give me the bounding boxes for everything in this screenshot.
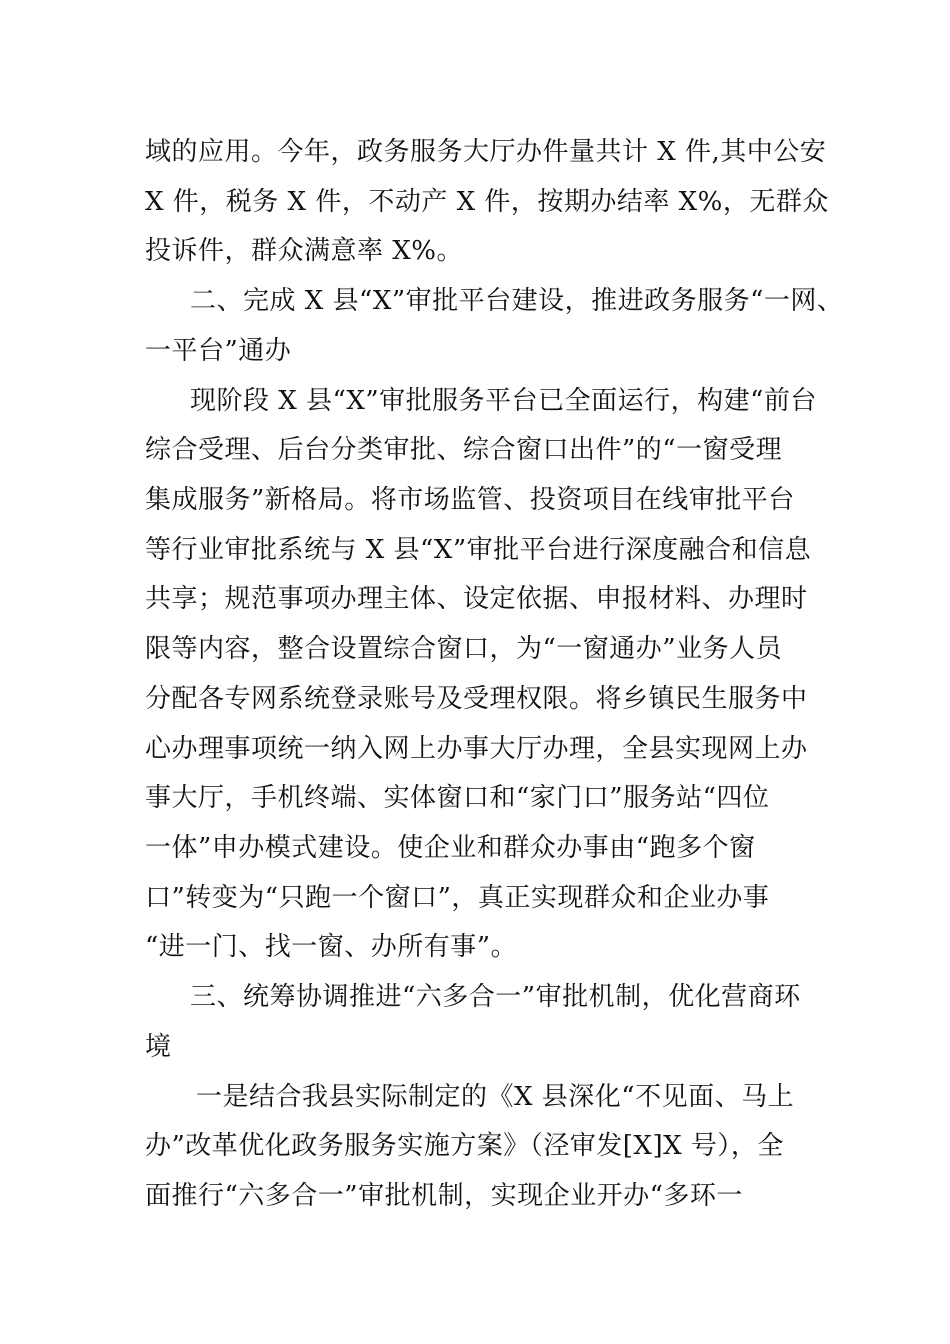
paragraph-line: 一体”申办模式建设。使企业和群众办事由“跑多个窗 xyxy=(145,833,756,863)
paragraph-line: 办”改革优化政务服务实施方案》（泾审发[X]X 号），全 xyxy=(145,1131,784,1161)
paragraph-line: 投诉件，群众满意率 X%。 xyxy=(145,236,463,266)
paragraph-line: 域的应用。今年，政务服务大厅办件量共计 X 件,其中公安 xyxy=(145,137,827,167)
section-heading-2: 二、完成 X 县“X”审批平台建设，推进政务服务“一网、 xyxy=(190,286,844,316)
paragraph-line: 等行业审批系统与 X 县“X”审批平台进行深度融合和信息 xyxy=(145,535,812,565)
paragraph-line: 面推行“六多合一”审批机制，实现企业开办“多环一 xyxy=(145,1181,743,1211)
paragraph-line: “进一门、找一窗、办所有事”。 xyxy=(145,932,518,962)
paragraph-line: 现阶段 X 县“X”审批服务平台已全面运行，构建“前台 xyxy=(190,386,817,416)
paragraph-line: 心办理事项统一纳入网上办事大厅办理，全县实现网上办 xyxy=(145,734,808,764)
section-heading-3: 三、统筹协调推进“六多合一”审批机制，优化营商环 xyxy=(190,982,801,1012)
paragraph-line: 限等内容，整合设置综合窗口，为“一窗通办”业务人员 xyxy=(145,634,783,664)
paragraph-line: 事大厅，手机终端、实体窗口和“家门口”服务站“四位 xyxy=(145,783,770,813)
paragraph-line: 共享；规范事项办理主体、设定依据、申报材料、办理时 xyxy=(145,584,808,614)
section-heading-2-cont: 一平台”通办 xyxy=(145,336,292,366)
section-heading-3-cont: 境 xyxy=(145,1032,172,1062)
paragraph-line: 一是结合我县实际制定的《X 县深化“不见面、马上 xyxy=(196,1082,795,1112)
paragraph-line: 分配各专网系统登录账号及受理权限。将乡镇民生服务中 xyxy=(145,684,808,714)
paragraph-line: 口”转变为“只跑一个窗口”，真正实现群众和企业办事 xyxy=(145,883,770,913)
paragraph-line: 综合受理、后台分类审批、综合窗口出件”的“一窗受理 xyxy=(145,435,783,465)
paragraph-line: 集成服务”新格局。将市场监管、投资项目在线审批平台 xyxy=(145,485,795,515)
paragraph-line: X 件，税务 X 件，不动产 X 件，按期办结率 X%，无群众 xyxy=(145,187,829,217)
